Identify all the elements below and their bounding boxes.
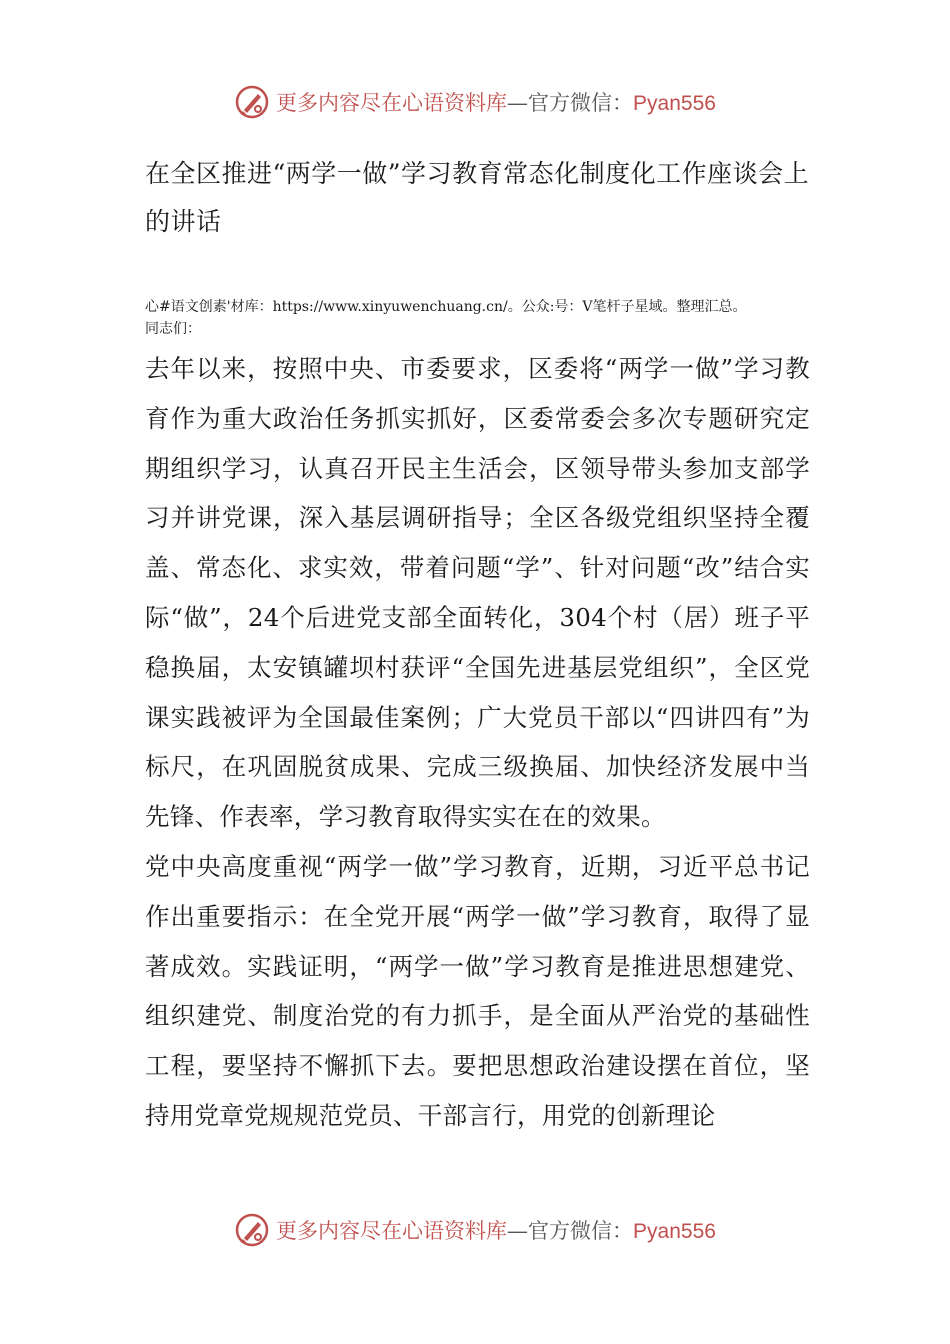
document-body bbox=[145, 150, 810, 1141]
banner-wechat-id: Pyan556 bbox=[633, 92, 716, 115]
salutation: 同志们： bbox=[145, 321, 201, 337]
footer-banner bbox=[0, 1210, 950, 1250]
pen-nib-logo-icon bbox=[234, 84, 270, 120]
banner-title: 更多内容尽在心语资料库 bbox=[276, 1219, 508, 1243]
paragraph-2: 党中央高度重视“两学一做”学习教育，近期，习近平总书记作出重要指示：在全党开展“两学一做”学习教育，取得了显著成效。实践证明，“两学一做”学习教育是推进思想建党、组织建党、制度治党的有力抓手，是全面从严治党的基础性工程，要坚持不懈抓下去。要把思想政治建设摆在首位，坚持用党章党规规范党员、干部言行，用党的创新理论 bbox=[145, 851, 810, 1130]
source-note-text: 心#语文创素'材库：https://www.xinyuwenchuang.cn/。公众:号：V笔杆子星域。整理汇总。 bbox=[145, 299, 747, 315]
banner-wechat-id: Pyan556 bbox=[633, 1220, 716, 1243]
banner-dash-label: —官方微信： bbox=[507, 91, 634, 115]
header-banner bbox=[0, 82, 950, 122]
banner-text bbox=[276, 87, 716, 117]
paragraph-1: 去年以来，按照中央、市委要求，区委将“两学一做”学习教育作为重大政治任务抓实抓好，区委常委会多次专题研究定期组织学习，认真召开民主生活会，区领导带头参加支部学习并讲党课，深入基层调研指导；全区各级党组织坚持全覆盖、常态化、求实效，带着问题“学”、针对问题“改”结合实际“做”，24个后进党支部全面转化，304个村（居）班子平稳换届，太安镇罐坝村获评“全国先进基层党组织”，全区党课实践被评为全国最佳案例；广大党员干部以“四讲四有”为标尺，在巩固脱贫成果、完成三级换届、加快经济发展中当先锋、作表率，学习教育取得实实在在的效果。 bbox=[145, 354, 810, 832]
banner-text bbox=[276, 1215, 716, 1245]
source-note bbox=[145, 296, 810, 340]
banner-dash-label: —官方微信： bbox=[507, 1219, 634, 1243]
banner-title: 更多内容尽在心语资料库 bbox=[276, 91, 508, 115]
document-title: 在全区推进“两学一做”学习教育常态化制度化工作座谈会上的讲话 bbox=[145, 159, 810, 236]
pen-nib-logo-icon bbox=[234, 1212, 270, 1248]
